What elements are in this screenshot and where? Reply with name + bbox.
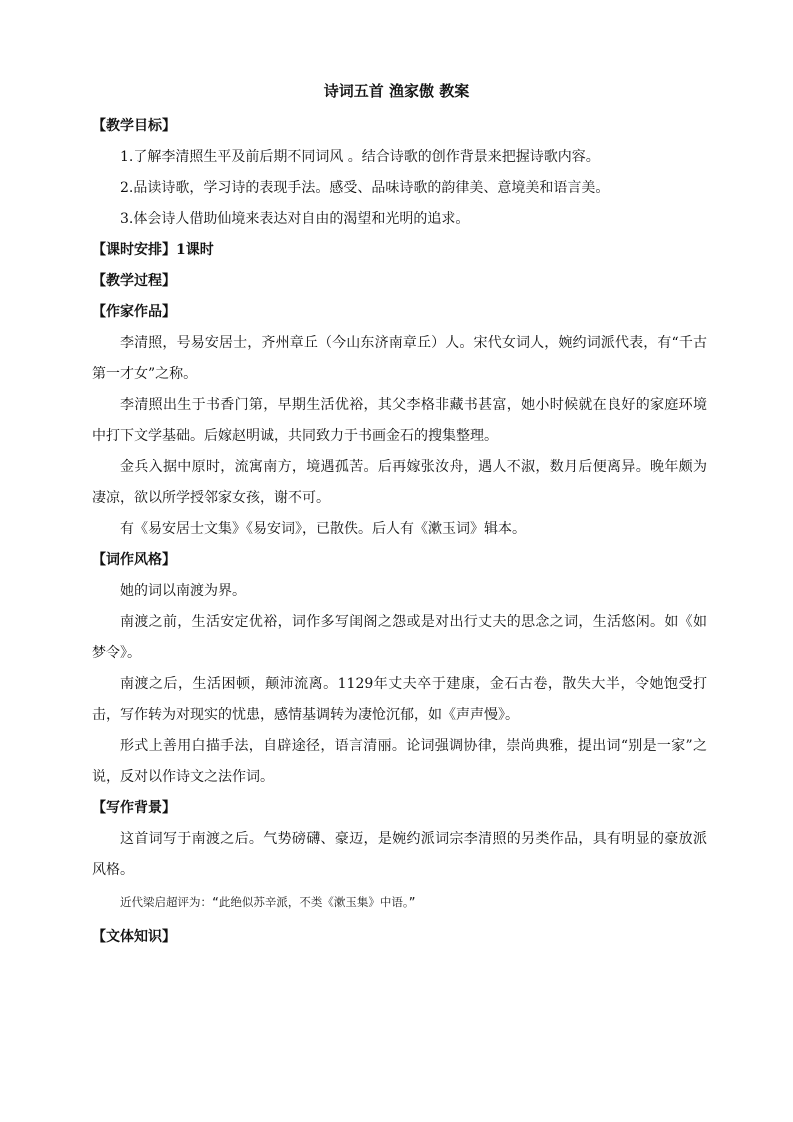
background-quote: 近代梁启超评为：“此绝似苏辛派，不类《漱玉集》中语。” bbox=[120, 895, 416, 909]
style-para-3: 南渡之后，生活困顿，颠沛流离。1129年丈夫卒于建康，金石古卷，散失大半，令她饱受打击，写作转为对现实的忧患，感情基调转为凄怆沉郁，如《声声慢》。 bbox=[92, 676, 707, 723]
heading-process: 【教学过程】 bbox=[92, 273, 176, 289]
style-para-4: 形式上善用白描手法，自辟途径，语言清丽。论词强调协律，崇尚典雅，提出词“别是一家”之说，反对以作诗文之法作词。 bbox=[92, 738, 707, 785]
author-para-4: 有《易安居士文集》《易安词》，已散佚。后人有《漱玉词》辑本。 bbox=[120, 521, 526, 537]
heading-goals: 【教学目标】 bbox=[92, 118, 176, 134]
background-para-1: 这首词写于南渡之后。气势磅礴、豪迈，是婉约派词宗李清照的另类作品，具有明显的豪放派风格。 bbox=[92, 831, 707, 878]
goal-item-1: 1.了解李清照生平及前后期不同词风 。结合诗歌的创作背景来把握诗歌内容。 bbox=[120, 149, 600, 165]
document-body bbox=[92, 111, 707, 953]
style-para-1: 她的词以南渡为界。 bbox=[120, 583, 246, 599]
goal-item-3: 3.体会诗人借助仙境来表达对自由的渴望和光明的追求。 bbox=[120, 211, 470, 227]
author-para-2: 李清照出生于书香门第，早期生活优裕，其父李格非藏书甚富，她小时候就在良好的家庭环境中打下文学基础。后嫁赵明诚，共同致力于书画金石的搜集整理。 bbox=[92, 397, 707, 444]
heading-author: 【作家作品】 bbox=[92, 304, 176, 320]
goal-item-2: 2.品读诗歌，学习诗的表现手法。感受、品味诗歌的韵律美、意境美和语言美。 bbox=[120, 180, 610, 196]
author-para-1: 李清照，号易安居士，齐州章丘（今山东济南章丘）人。宋代女词人，婉约词派代表，有“千古第一才女”之称。 bbox=[92, 335, 707, 382]
heading-background: 【写作背景】 bbox=[92, 800, 176, 816]
author-para-3: 金兵入据中原时，流寓南方，境遇孤苦。后再嫁张汝舟，遇人不淑，数月后便离异。晚年颇为凄凉，欲以所学授邻家女孩，谢不可。 bbox=[92, 459, 707, 506]
page-title: 诗词五首 渔家傲 教案 bbox=[323, 82, 470, 100]
style-para-2: 南渡之前，生活安定优裕，词作多写闺阁之怨或是对出行丈夫的思念之词，生活悠闲。如《如梦令》。 bbox=[92, 614, 707, 661]
heading-genre: 【文体知识】 bbox=[92, 929, 176, 945]
heading-schedule: 【课时安排】1课时 bbox=[92, 242, 214, 258]
heading-style: 【词作风格】 bbox=[92, 552, 176, 568]
